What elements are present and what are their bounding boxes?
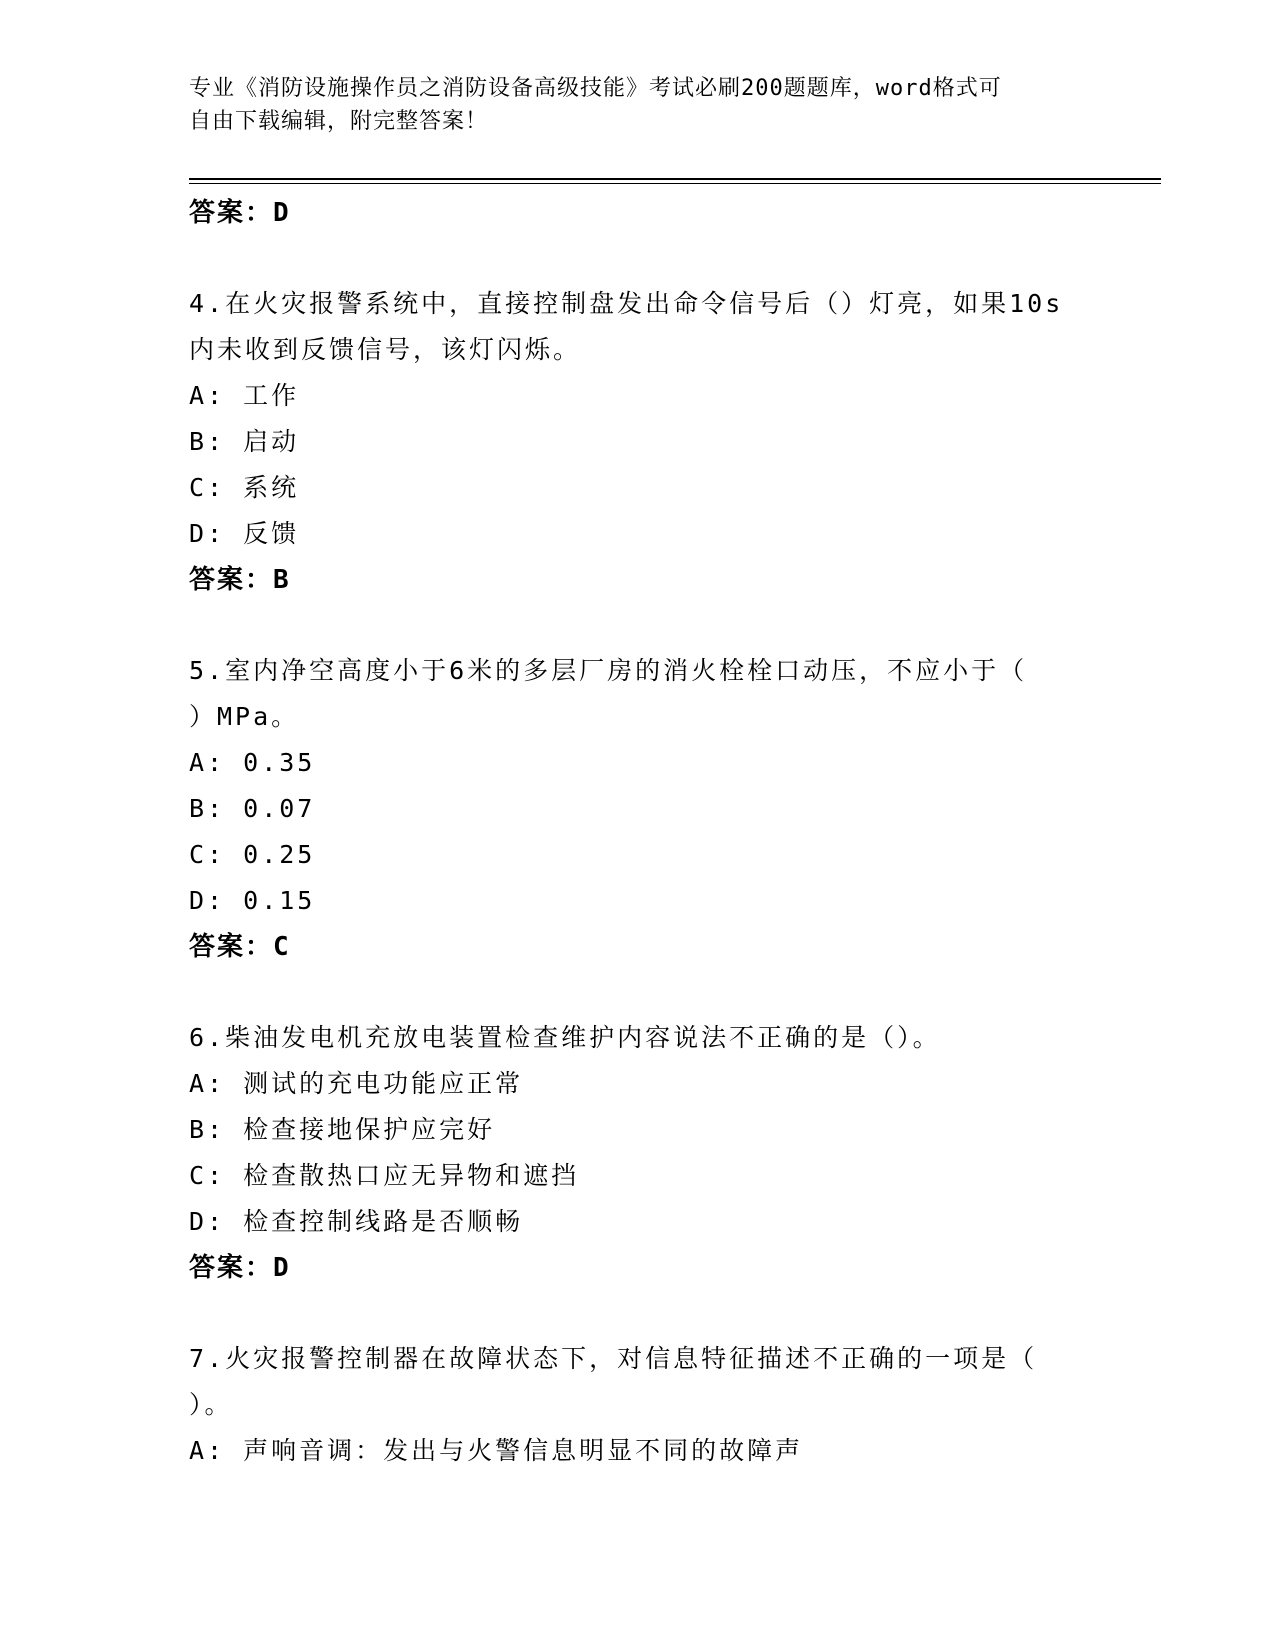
option-c: C: 0.25 [189, 840, 316, 869]
question-7 [189, 1336, 1089, 1474]
header-rule-thick [189, 178, 1161, 180]
option-b: B: 启动 [189, 427, 300, 456]
question-stem-line: 6.柴油发电机充放电装置检查维护内容说法不正确的是（）。 [189, 1023, 941, 1052]
header-line-2: 自由下载编辑，附完整答案！ [189, 109, 489, 134]
option-c: C: 检查散热口应无异物和遮挡 [189, 1161, 580, 1190]
question-4 [189, 281, 1089, 603]
question-stem-line: ）。 [189, 1390, 233, 1419]
option-d: D: 检查控制线路是否顺畅 [189, 1207, 524, 1236]
option-a: A: 工作 [189, 381, 300, 410]
question-6 [189, 1015, 1089, 1291]
answer: 答案：D [189, 1253, 291, 1283]
spacer [189, 236, 1089, 281]
option-d: D: 0.15 [189, 886, 316, 915]
option-a: A: 0.35 [189, 748, 316, 777]
question-stem-line: 7.火灾报警控制器在故障状态下，对信息特征描述不正确的一项是（ [189, 1344, 1038, 1373]
document-body [189, 190, 1089, 1474]
option-d: D: 反馈 [189, 519, 300, 548]
spacer [189, 603, 1089, 648]
question-stem-line: 4.在火灾报警系统中，直接控制盘发出命令信号后（）灯亮，如果10s [189, 289, 1064, 318]
option-a: A: 测试的充电功能应正常 [189, 1069, 524, 1098]
answer-prev: 答案：D [189, 198, 291, 228]
question-stem-line: ）MPa。 [189, 702, 300, 731]
question-5 [189, 648, 1089, 970]
answer: 答案：B [189, 565, 291, 595]
option-a: A: 声响音调：发出与火警信息明显不同的故障声 [189, 1436, 804, 1465]
option-b: B: 0.07 [189, 794, 316, 823]
spacer [189, 970, 1089, 1015]
spacer [189, 1291, 1089, 1336]
header-rule-thin [189, 183, 1161, 184]
question-stem-line: 内未收到反馈信号，该灯闪烁。 [189, 335, 582, 364]
option-c: C: 系统 [189, 473, 300, 502]
header-line-1: 专业《消防设施操作员之消防设备高级技能》考试必刷200题题库，word格式可 [189, 76, 1002, 101]
question-stem-line: 5.室内净空高度小于6米的多层厂房的消火栓栓口动压，不应小于（ [189, 656, 1028, 685]
option-b: B: 检查接地保护应完好 [189, 1115, 496, 1144]
document-header [189, 72, 1089, 138]
answer: 答案：C [189, 932, 291, 962]
